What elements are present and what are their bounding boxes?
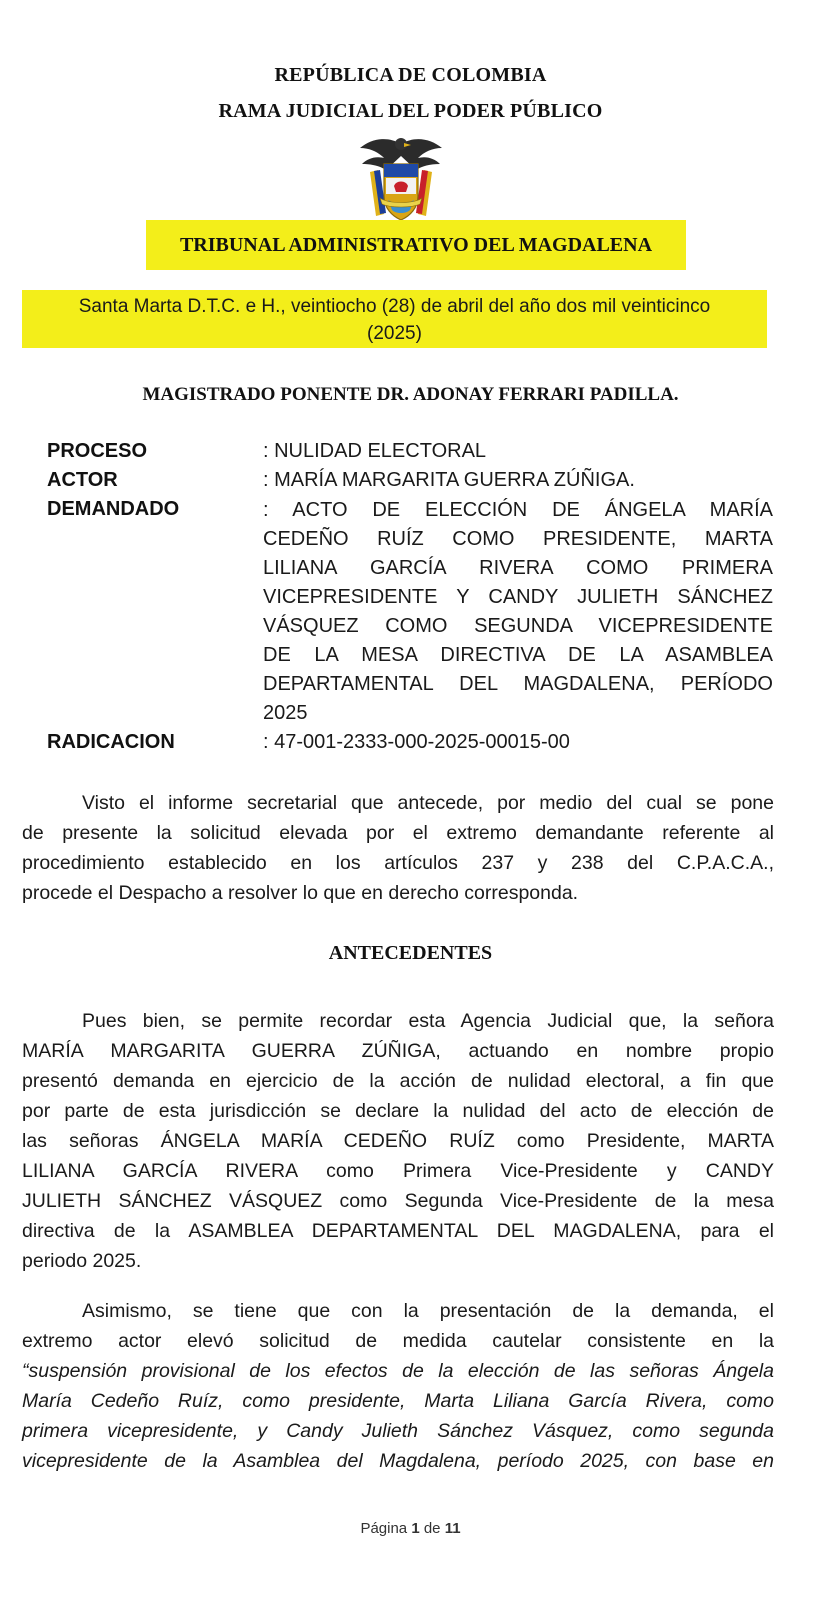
page-number-total: 11 [444,1520,461,1537]
paragraph-line: Visto el informe secretarial que antecede, por medio del cual se pone [82,792,774,814]
header-country: REPÚBLICA DE COLOMBIA [274,64,547,86]
header-branch: RAMA JUDICIAL DEL PODER PÚBLICO [218,100,603,122]
court-name: TRIBUNAL ADMINISTRATIVO DEL MAGDALENA [146,220,686,270]
page-number-current: 1 [411,1520,420,1537]
page-number [0,1520,821,1537]
date-line-2: (2025) [367,323,422,344]
demandado-label: DEMANDADO [47,498,180,520]
paragraph-line: por parte de esta jurisdicción se declare la nulidad del acto de elección de [22,1100,774,1122]
paragraph-line: directiva de la ASAMBLEA DEPARTAMENTAL DEL MAGDALENA, para el [22,1220,774,1242]
paragraph-line: procedimiento establecido en los artículos 237 y 238 del C.P.A.C.A., [22,852,774,874]
page-number-of: de [423,1520,441,1537]
intro-paragraph [22,788,774,908]
magistrado-ponente: MAGISTRADO PONENTE DR. ADONAY FERRARI PADILLA. [142,384,679,405]
actor-value: : MARÍA MARGARITA GUERRA ZÚÑIGA. [263,469,635,491]
demandado-line: DE LA MESA DIRECTIVA DE LA ASAMBLEA [263,644,773,666]
demandado-line: CEDEÑO RUÍZ COMO PRESIDENTE, MARTA [263,528,773,550]
paragraph-line: María Cedeño Ruíz, como presidente, Marta Liliana García Rivera, como [22,1390,774,1412]
proceso-value: : NULIDAD ELECTORAL [263,440,487,462]
paragraph-line: LILIANA GARCÍA RIVERA como Primera Vice-Presidente y CANDY [22,1160,774,1182]
demandado-line: LILIANA GARCÍA RIVERA COMO PRIMERA [263,557,773,579]
demandado-line: VÁSQUEZ COMO SEGUNDA VICEPRESIDENTE [263,615,773,637]
actor-label: ACTOR [47,469,118,491]
demandado-value [263,496,773,728]
demandado-line: VICEPRESIDENTE Y CANDY JULIETH SÁNCHEZ [263,586,773,608]
paragraph-line: de presente la solicitud elevada por el extremo demandante referente al [22,822,774,844]
demandado-line: : ACTO DE ELECCIÓN DE ÁNGELA MARÍA [263,499,773,521]
section-title-antecedentes: ANTECEDENTES [328,942,493,964]
asimismo-paragraph [22,1296,774,1476]
page-number-prefix: Página [360,1520,408,1537]
paragraph-line: las señoras ÁNGELA MARÍA CEDEÑO RUÍZ como Presidente, MARTA [22,1130,774,1152]
paragraph-line: Pues bien, se permite recordar esta Agencia Judicial que, la señora [82,1010,774,1032]
antecedentes-paragraph [22,1006,774,1276]
radicacion-label: RADICACION [47,731,175,753]
colombia-coat-of-arms-icon [358,134,444,226]
paragraph-line: primera vicepresidente, y Candy Julieth Sánchez Vásquez, como segunda [22,1420,774,1442]
demandado-line: DEPARTAMENTAL DEL MAGDALENA, PERÍODO [263,673,773,695]
paragraph-line: MARÍA MARGARITA GUERRA ZÚÑIGA, actuando en nombre propio [22,1040,774,1062]
paragraph-line: JULIETH SÁNCHEZ VÁSQUEZ como Segunda Vice-Presidente de la mesa [22,1190,774,1212]
paragraph-line: extremo actor elevó solicitud de medida cautelar consistente en la [22,1330,774,1352]
paragraph-line: procede el Despacho a resolver lo que en derecho corresponda. [22,882,579,904]
paragraph-line: presentó demanda en ejercicio de la acción de nulidad electoral, a fin que [22,1070,774,1092]
paragraph-line: vicepresidente de la Asamblea del Magdalena, período 2025, con base en [22,1450,774,1472]
date-line [22,290,767,348]
paragraph-line: Asimismo, se tiene que con la presentación de la demanda, el [82,1300,774,1322]
radicacion-value: : 47-001-2333-000-2025-00015-00 [263,731,570,753]
demandado-line: 2025 [263,702,308,724]
proceso-label: PROCESO [47,440,148,462]
date-line-1: Santa Marta D.T.C. e H., veintiocho (28) de abril del año dos mil veinticinco [78,296,711,317]
paragraph-line: periodo 2025. [22,1250,142,1272]
paragraph-line: “suspensión provisional de los efectos de la elección de las señoras Ángela [22,1360,774,1382]
